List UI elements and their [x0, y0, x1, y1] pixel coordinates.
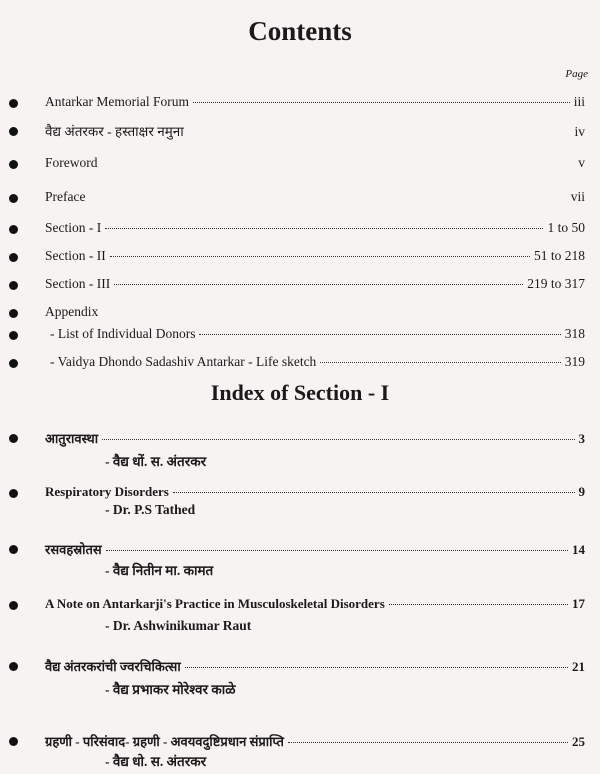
index-item [0, 657, 600, 697]
bullet-icon [9, 662, 18, 671]
contents-item [0, 122, 600, 142]
appendix-heading [0, 304, 600, 324]
item-page: 9 [578, 484, 585, 499]
item-author: - वैद्य नितीन मा. कामत [105, 563, 214, 578]
bullet-icon [9, 160, 18, 169]
index-item [0, 596, 600, 633]
item-label: Foreword [45, 155, 98, 170]
bullet-icon [9, 545, 18, 554]
item-label: Section - II [45, 248, 106, 263]
index-item [0, 484, 600, 517]
item-label: Section - I [45, 220, 102, 235]
contents-item [0, 155, 600, 175]
index-item [0, 732, 600, 769]
bullet-icon [9, 309, 18, 318]
bullet-icon [9, 737, 18, 746]
item-page: 25 [572, 734, 585, 749]
item-label: - Vaidya Dhondo Sadashiv Antarkar - Life sketch [50, 354, 317, 369]
bullet-icon [9, 601, 18, 610]
item-label: ग्रहणी - परिसंवाद- ग्रहणी - अवयवदुष्टिप्रधान संप्राप्ति [45, 734, 284, 749]
dot-leader [320, 362, 560, 363]
dot-leader [102, 439, 574, 440]
item-page: 319 [564, 354, 585, 369]
item-label: रसवहस्रोतस [45, 542, 102, 557]
dot-leader [110, 256, 530, 257]
item-page: 17 [572, 596, 585, 611]
item-page: 14 [572, 542, 585, 557]
item-page: 21 [572, 659, 585, 674]
item-author: - Dr. P.S Tathed [105, 502, 196, 517]
dot-leader [199, 334, 560, 335]
contents-item [0, 220, 600, 240]
contents-title: Contents [248, 16, 352, 46]
bullet-icon [9, 194, 18, 203]
item-label: वैद्य अंतरकर - हस्ताक्षर नमुना [45, 124, 184, 139]
item-label: - List of Individual Donors [50, 326, 196, 341]
bullet-icon [9, 281, 18, 290]
item-page: 1 to 50 [547, 220, 585, 235]
index-title: Index of Section - I [210, 380, 390, 405]
item-label: Preface [45, 189, 86, 204]
contents-item [0, 189, 600, 209]
item-page: iii [573, 94, 585, 109]
item-page: 219 to 317 [527, 276, 585, 291]
item-page: vii [570, 189, 585, 204]
item-author: - वैद्य धो. स. अंतरकर [105, 754, 207, 769]
dot-leader [193, 102, 570, 103]
item-author: - वैद्य प्रभाकर मोरेश्वर काळे [105, 682, 236, 697]
item-label: Respiratory Disorders [45, 484, 169, 499]
index-item [0, 540, 600, 578]
item-label: A Note on Antarkarji's Practice in Musculoskeletal Disorders [45, 596, 385, 611]
item-author: - Dr. Ashwinikumar Raut [105, 618, 252, 633]
index-item [0, 429, 600, 469]
contents-item [0, 94, 600, 114]
item-page: 318 [564, 326, 585, 341]
item-label: वैद्य अंतरकरांची ज्वरचिकित्सा [45, 659, 181, 674]
item-label: Section - III [45, 276, 111, 291]
bullet-icon [9, 434, 18, 443]
appendix-item [0, 354, 600, 374]
bullet-icon [9, 489, 18, 498]
item-page: 3 [578, 431, 585, 446]
page-column-header: Page [565, 68, 588, 80]
bullet-icon [9, 253, 18, 262]
item-page: 51 to 218 [533, 248, 585, 263]
dot-leader [185, 667, 568, 668]
contents-item [0, 248, 600, 268]
bullet-icon [9, 225, 18, 234]
item-label: आतुरावस्था [45, 431, 99, 446]
item-page: v [578, 155, 585, 170]
bullet-icon [9, 99, 18, 108]
bullet-icon [9, 331, 18, 340]
item-author: - वैद्य धों. स. अंतरकर [105, 454, 207, 469]
dot-leader [105, 228, 543, 229]
bullet-icon [9, 359, 18, 368]
item-label: Antarkar Memorial Forum [45, 94, 189, 109]
dot-leader [173, 492, 575, 493]
dot-leader [288, 742, 568, 743]
appendix-item [0, 326, 600, 346]
dot-leader [114, 284, 523, 285]
contents-item [0, 276, 600, 296]
item-page: iv [574, 124, 585, 139]
item-label: Appendix [45, 304, 99, 319]
dot-leader [389, 604, 568, 605]
bullet-icon [9, 127, 18, 136]
dot-leader [106, 550, 568, 551]
